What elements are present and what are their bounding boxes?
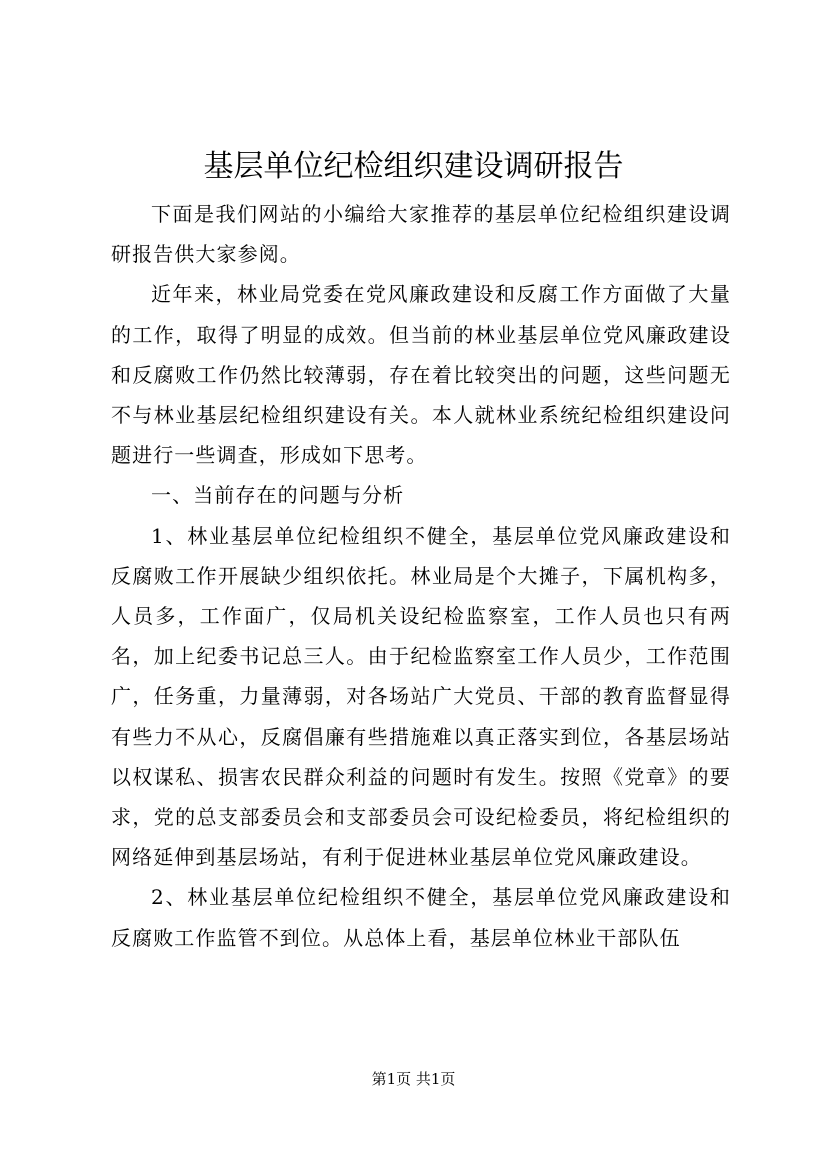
document-title: 基层单位纪检组织建设调研报告 xyxy=(203,149,624,184)
section-heading: 一、当前存在的问题与分析 xyxy=(151,483,405,508)
issue-1-paragraph: 1、林业基层单位纪检组织不健全，基层单位党风廉政建设和反腐败工作开展缺少组织依托。林业局是个大摊子，下属机构多，人员多，工作面广，仅局机关设纪检监察室，工作人员也只有两名，加上纪委书记总三人。由于纪检监察室工作人员少，工作范围广，任务重，力量薄弱，对各场站广大党员、干部的教育监督显得有些力不从心，反腐倡廉有些措施难以真正落实到位，各基层场站以权谋私、损害农民群众利益的问题时有发生。按照《党章》的要求，党的总支部委员会和支部委员会可设纪检委员，将纪检组织的网络延伸到基层场站，有利于促进林业基层单位党风廉政建设。 xyxy=(111,523,731,870)
intro-paragraph: 下面是我们网站的小编给大家推荐的基层单位纪检组织建设调研报告供大家参阅。 xyxy=(111,202,731,267)
page-number-footer: 第1页 共1页 xyxy=(371,1070,456,1088)
issue-2-paragraph: 2、林业基层单位纪检组织不健全，基层单位党风廉政建设和反腐败工作监管不到位。从总体上看，基层单位林业干部队伍 xyxy=(111,885,731,950)
document-body xyxy=(111,194,731,958)
background-paragraph: 近年来，林业局党委在党风廉政建设和反腐工作方面做了大量的工作，取得了明显的成效。但当前的林业基层单位党风廉政建设和反腐败工作仍然比较薄弱，存在着比较突出的问题，这些问题无不与林业基层纪检组织建设有关。本人就林业系统纪检组织建设问题进行一些调查，形成如下思考。 xyxy=(111,282,731,468)
